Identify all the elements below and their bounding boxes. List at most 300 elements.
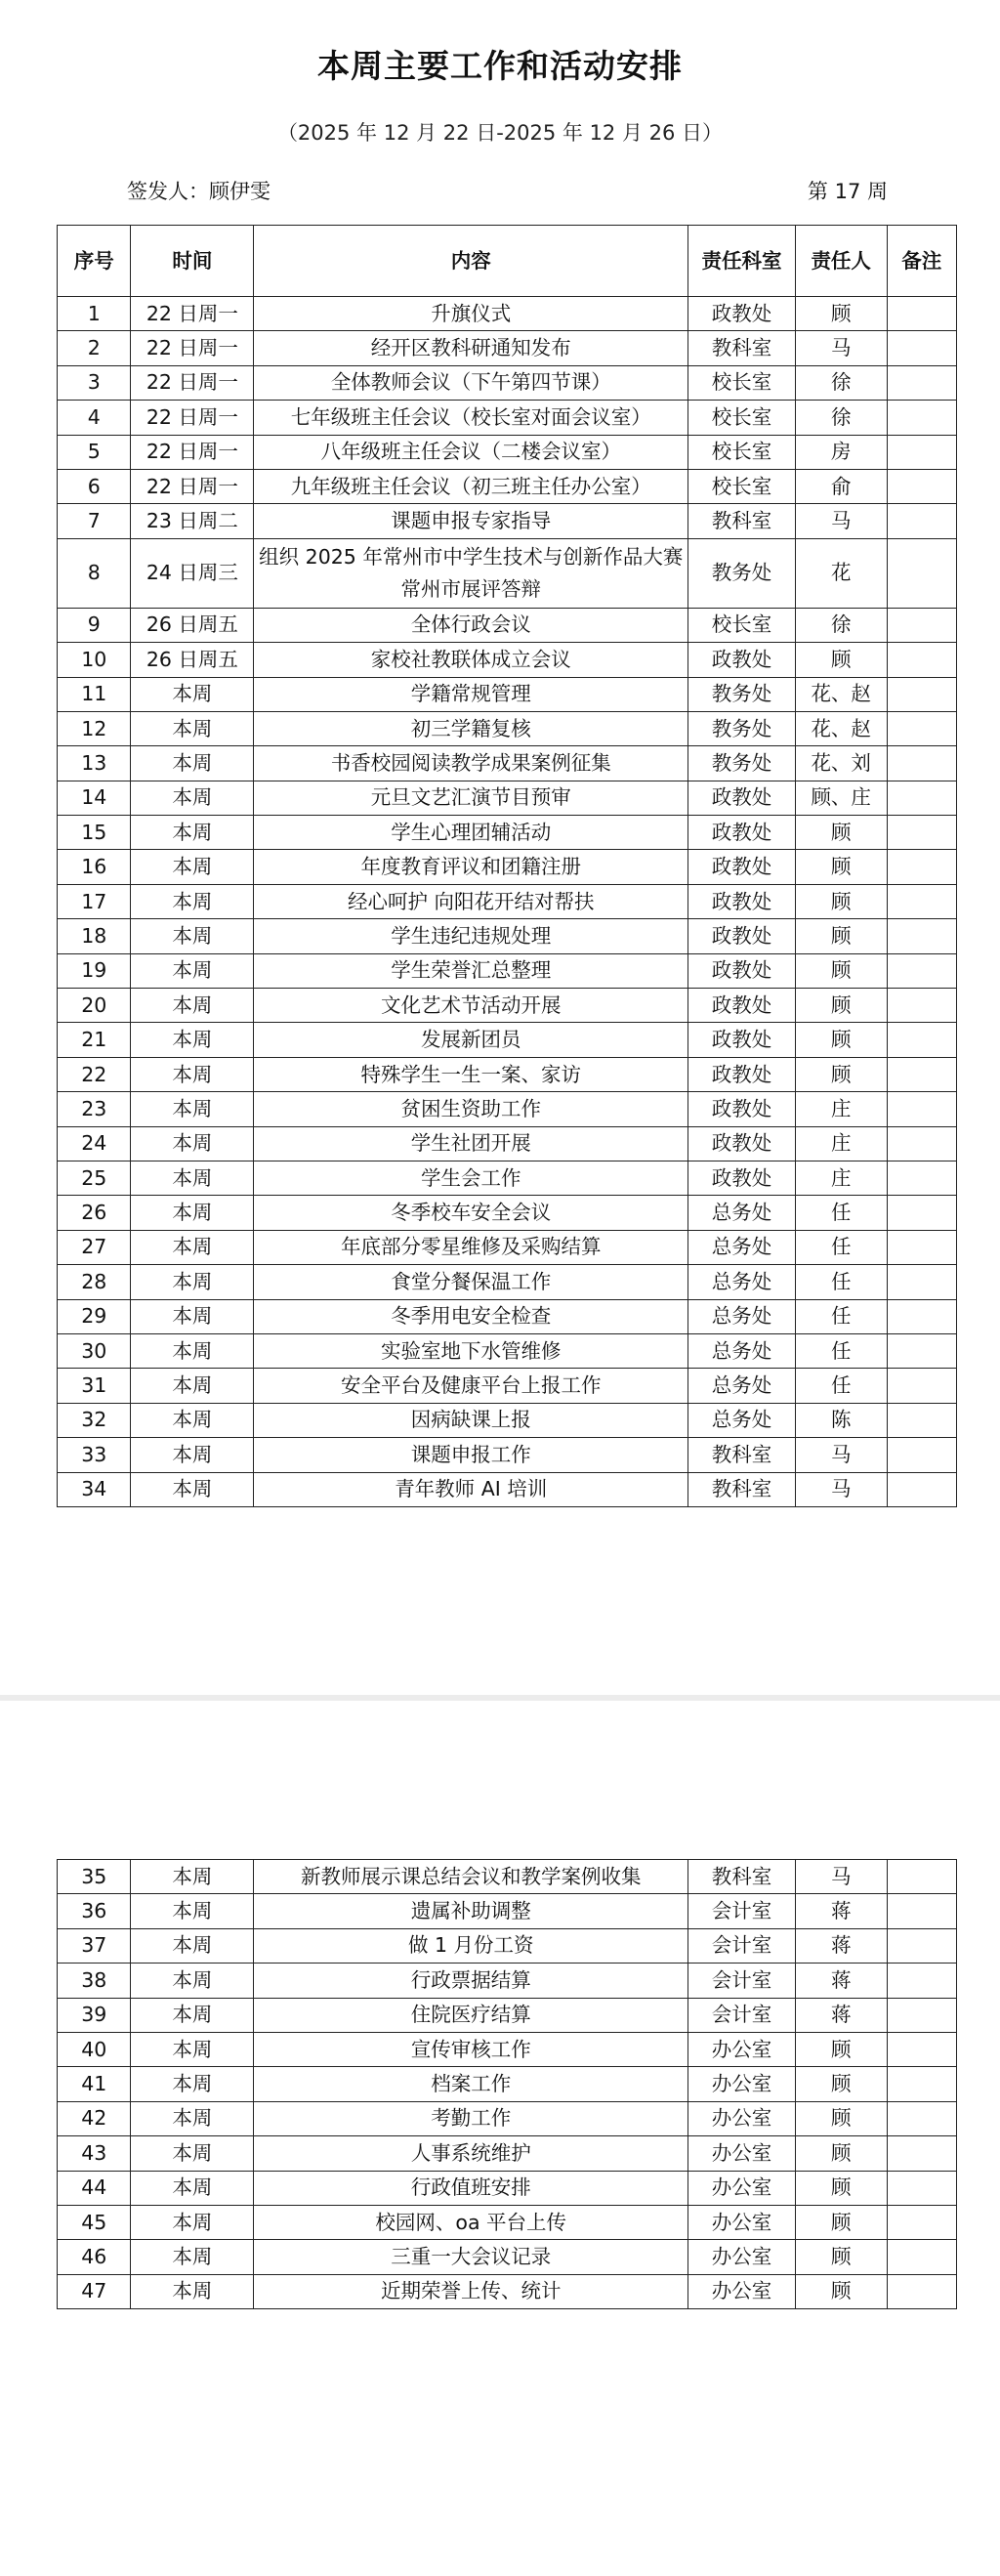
cell-index: 26 [58, 1196, 131, 1230]
cell-time: 本周 [131, 2274, 254, 2308]
cell-person: 蒋 [795, 1998, 887, 2032]
cell-time: 本周 [131, 953, 254, 988]
cell-department: 教科室 [688, 1860, 796, 1894]
cell-content: 学生社团开展 [254, 1126, 688, 1161]
table-row [58, 2032, 957, 2066]
cell-department: 校长室 [688, 435, 796, 469]
cell-content: 宣传审核工作 [254, 2032, 688, 2066]
table-row [58, 469, 957, 503]
cell-person: 马 [795, 1860, 887, 1894]
cell-notes [887, 816, 957, 850]
cell-department: 政教处 [688, 953, 796, 988]
cell-index: 35 [58, 1860, 131, 1894]
header-time: 时间 [131, 226, 254, 297]
table-row [58, 331, 957, 365]
cell-content: 安全平台及健康平台上报工作 [254, 1369, 688, 1403]
cell-person: 马 [795, 1472, 887, 1506]
table-row [58, 850, 957, 884]
cell-time: 本周 [131, 1333, 254, 1368]
cell-person: 庄 [795, 1092, 887, 1126]
cell-index: 32 [58, 1403, 131, 1437]
cell-person: 顾 [795, 2240, 887, 2274]
cell-time: 本周 [131, 746, 254, 781]
cell-department: 会计室 [688, 1964, 796, 1998]
cell-index: 34 [58, 1472, 131, 1506]
cell-time: 本周 [131, 677, 254, 711]
cell-time: 本周 [131, 1369, 254, 1403]
cell-time: 本周 [131, 1023, 254, 1057]
cell-notes [887, 1299, 957, 1333]
cell-department: 办公室 [688, 2205, 796, 2239]
cell-person: 马 [795, 504, 887, 538]
cell-notes [887, 504, 957, 538]
table-row [58, 1403, 957, 1437]
cell-department: 教务处 [688, 538, 796, 608]
cell-time: 本周 [131, 2067, 254, 2101]
cell-department: 教科室 [688, 331, 796, 365]
cell-time: 本周 [131, 1928, 254, 1963]
cell-index: 47 [58, 2274, 131, 2308]
cell-notes [887, 1230, 957, 1264]
cell-notes [887, 746, 957, 781]
cell-person: 蒋 [795, 1894, 887, 1928]
cell-notes [887, 989, 957, 1023]
cell-time: 本周 [131, 1092, 254, 1126]
table-row [58, 2067, 957, 2101]
cell-person: 徐 [795, 608, 887, 642]
cell-notes [887, 297, 957, 331]
cell-time: 本周 [131, 1196, 254, 1230]
cell-department: 办公室 [688, 2171, 796, 2205]
cell-content: 课题申报专家指导 [254, 504, 688, 538]
cell-content: 发展新团员 [254, 1023, 688, 1057]
table-row [58, 1964, 957, 1998]
cell-content: 年度教育评议和团籍注册 [254, 850, 688, 884]
cell-time: 本周 [131, 1998, 254, 2032]
cell-department: 总务处 [688, 1265, 796, 1299]
cell-notes [887, 2032, 957, 2066]
cell-content: 考勤工作 [254, 2101, 688, 2135]
table-row [58, 401, 957, 435]
issuer: 签发人：顾伊雯 [127, 180, 271, 203]
cell-index: 16 [58, 850, 131, 884]
cell-notes [887, 643, 957, 677]
cell-person: 顾 [795, 2101, 887, 2135]
table-row [58, 1299, 957, 1333]
cell-notes [887, 2205, 957, 2239]
cell-department: 政教处 [688, 1057, 796, 1091]
cell-content: 课题申报工作 [254, 1438, 688, 1472]
cell-notes [887, 781, 957, 815]
cell-index: 5 [58, 435, 131, 469]
cell-notes [887, 1928, 957, 1963]
cell-person: 马 [795, 1438, 887, 1472]
cell-time: 本周 [131, 711, 254, 745]
cell-time: 本周 [131, 1403, 254, 1437]
schedule-table-continued [57, 1859, 957, 2309]
cell-index: 27 [58, 1230, 131, 1264]
cell-time: 本周 [131, 2032, 254, 2066]
cell-department: 办公室 [688, 2136, 796, 2171]
cell-department: 政教处 [688, 884, 796, 918]
cell-notes [887, 435, 957, 469]
table-row [58, 1265, 957, 1299]
cell-content: 行政票据结算 [254, 1964, 688, 1998]
cell-department: 教务处 [688, 711, 796, 745]
cell-time: 26 日周五 [131, 643, 254, 677]
cell-content: 冬季用电安全检查 [254, 1299, 688, 1333]
cell-index: 1 [58, 297, 131, 331]
cell-content: 档案工作 [254, 2067, 688, 2101]
cell-time: 23 日周二 [131, 504, 254, 538]
cell-person: 徐 [795, 401, 887, 435]
table-row [58, 435, 957, 469]
cell-notes [887, 1894, 957, 1928]
cell-notes [887, 538, 957, 608]
cell-notes [887, 2067, 957, 2101]
cell-department: 政教处 [688, 850, 796, 884]
cell-department: 政教处 [688, 1126, 796, 1161]
cell-content: 新教师展示课总结会议和教学案例收集 [254, 1860, 688, 1894]
cell-index: 36 [58, 1894, 131, 1928]
table-row [58, 1472, 957, 1506]
cell-time: 24 日周三 [131, 538, 254, 608]
cell-time: 本周 [131, 2136, 254, 2171]
cell-notes [887, 1126, 957, 1161]
table-row [58, 1333, 957, 1368]
cell-department: 会计室 [688, 1998, 796, 2032]
cell-notes [887, 1023, 957, 1057]
cell-time: 本周 [131, 850, 254, 884]
table-row [58, 643, 957, 677]
cell-department: 办公室 [688, 2032, 796, 2066]
cell-content: 家校社教联体成立会议 [254, 643, 688, 677]
cell-notes [887, 919, 957, 953]
table-row [58, 953, 957, 988]
cell-content: 住院医疗结算 [254, 1998, 688, 2032]
cell-notes [887, 1964, 957, 1998]
cell-time: 22 日周一 [131, 401, 254, 435]
cell-content: 经心呵护 向阳花开结对帮扶 [254, 884, 688, 918]
cell-notes [887, 1369, 957, 1403]
cell-content: 书香校园阅读教学成果案例征集 [254, 746, 688, 781]
cell-time: 本周 [131, 989, 254, 1023]
schedule-table [57, 225, 957, 1507]
cell-department: 教科室 [688, 1438, 796, 1472]
cell-person: 花、刘 [795, 746, 887, 781]
cell-content: 青年教师 AI 培训 [254, 1472, 688, 1506]
table-row [58, 1161, 957, 1195]
cell-notes [887, 1333, 957, 1368]
cell-notes [887, 850, 957, 884]
table-row [58, 2274, 957, 2308]
cell-content: 因病缺课上报 [254, 1403, 688, 1437]
cell-person: 花、赵 [795, 711, 887, 745]
cell-notes [887, 1403, 957, 1437]
cell-content: 人事系统维护 [254, 2136, 688, 2171]
cell-index: 4 [58, 401, 131, 435]
cell-notes [887, 1860, 957, 1894]
cell-content: 遗属补助调整 [254, 1894, 688, 1928]
cell-time: 本周 [131, 1161, 254, 1195]
cell-time: 本周 [131, 1894, 254, 1928]
table-row [58, 1057, 957, 1091]
cell-notes [887, 2136, 957, 2171]
cell-person: 徐 [795, 365, 887, 400]
cell-person: 顾 [795, 643, 887, 677]
cell-person: 顾 [795, 2171, 887, 2205]
cell-index: 18 [58, 919, 131, 953]
cell-content: 文化艺术节活动开展 [254, 989, 688, 1023]
cell-index: 12 [58, 711, 131, 745]
cell-department: 教务处 [688, 677, 796, 711]
cell-content: 经开区教科研通知发布 [254, 331, 688, 365]
header-content: 内容 [254, 226, 688, 297]
cell-time: 22 日周一 [131, 435, 254, 469]
cell-person: 俞 [795, 469, 887, 503]
cell-index: 29 [58, 1299, 131, 1333]
cell-person: 顾 [795, 1057, 887, 1091]
table-row [58, 297, 957, 331]
cell-person: 蒋 [795, 1928, 887, 1963]
cell-notes [887, 711, 957, 745]
cell-content: 学籍常规管理 [254, 677, 688, 711]
cell-person: 顾 [795, 953, 887, 988]
cell-person: 顾 [795, 884, 887, 918]
cell-index: 17 [58, 884, 131, 918]
cell-person: 任 [795, 1265, 887, 1299]
cell-department: 政教处 [688, 1023, 796, 1057]
cell-notes [887, 1265, 957, 1299]
week-number: 第 17 周 [807, 180, 888, 203]
cell-person: 顾、庄 [795, 781, 887, 815]
cell-notes [887, 1998, 957, 2032]
cell-time: 本周 [131, 1126, 254, 1161]
cell-time: 本周 [131, 919, 254, 953]
cell-time: 22 日周一 [131, 469, 254, 503]
cell-department: 校长室 [688, 365, 796, 400]
cell-index: 45 [58, 2205, 131, 2239]
cell-content: 全体教师会议（下午第四节课） [254, 365, 688, 400]
cell-person: 顾 [795, 2067, 887, 2101]
cell-notes [887, 469, 957, 503]
table-row [58, 1196, 957, 1230]
cell-department: 总务处 [688, 1299, 796, 1333]
table-row [58, 919, 957, 953]
table-row [58, 608, 957, 642]
cell-content: 元旦文艺汇演节目预审 [254, 781, 688, 815]
table-row [58, 1126, 957, 1161]
cell-index: 10 [58, 643, 131, 677]
cell-notes [887, 2101, 957, 2135]
cell-department: 政教处 [688, 297, 796, 331]
cell-index: 28 [58, 1265, 131, 1299]
cell-index: 2 [58, 331, 131, 365]
cell-content: 学生荣誉汇总整理 [254, 953, 688, 988]
cell-notes [887, 1472, 957, 1506]
cell-notes [887, 1092, 957, 1126]
table-row [58, 1998, 957, 2032]
table-row [58, 711, 957, 745]
cell-notes [887, 2274, 957, 2308]
cell-content: 三重一大会议记录 [254, 2240, 688, 2274]
header-index: 序号 [58, 226, 131, 297]
cell-time: 本周 [131, 2101, 254, 2135]
cell-person: 顾 [795, 2274, 887, 2308]
cell-department: 办公室 [688, 2240, 796, 2274]
cell-time: 本周 [131, 1472, 254, 1506]
table-row [58, 1023, 957, 1057]
cell-person: 庄 [795, 1161, 887, 1195]
cell-time: 本周 [131, 1057, 254, 1091]
cell-department: 总务处 [688, 1369, 796, 1403]
cell-content: 近期荣誉上传、统计 [254, 2274, 688, 2308]
cell-person: 陈 [795, 1403, 887, 1437]
cell-notes [887, 677, 957, 711]
cell-content: 食堂分餐保温工作 [254, 1265, 688, 1299]
cell-person: 庄 [795, 1126, 887, 1161]
cell-department: 办公室 [688, 2067, 796, 2101]
cell-time: 本周 [131, 2205, 254, 2239]
cell-person: 任 [795, 1333, 887, 1368]
cell-index: 13 [58, 746, 131, 781]
cell-notes [887, 2240, 957, 2274]
table-header-row [58, 226, 957, 297]
cell-department: 总务处 [688, 1230, 796, 1264]
cell-index: 20 [58, 989, 131, 1023]
cell-person: 蒋 [795, 1964, 887, 1998]
cell-person: 顾 [795, 989, 887, 1023]
cell-department: 政教处 [688, 1161, 796, 1195]
cell-content: 九年级班主任会议（初三班主任办公室） [254, 469, 688, 503]
cell-time: 22 日周一 [131, 365, 254, 400]
table-row [58, 1092, 957, 1126]
cell-person: 顾 [795, 297, 887, 331]
cell-content: 八年级班主任会议（二楼会议室） [254, 435, 688, 469]
cell-department: 政教处 [688, 816, 796, 850]
cell-person: 任 [795, 1299, 887, 1333]
cell-department: 办公室 [688, 2101, 796, 2135]
cell-person: 顾 [795, 919, 887, 953]
cell-notes [887, 953, 957, 988]
cell-person: 顾 [795, 2032, 887, 2066]
cell-notes [887, 365, 957, 400]
cell-notes [887, 331, 957, 365]
cell-content: 冬季校车安全会议 [254, 1196, 688, 1230]
cell-index: 41 [58, 2067, 131, 2101]
table-row [58, 746, 957, 781]
table-row [58, 677, 957, 711]
table-row [58, 365, 957, 400]
cell-content: 特殊学生一生一案、家访 [254, 1057, 688, 1091]
cell-content: 学生会工作 [254, 1161, 688, 1195]
table-row [58, 781, 957, 815]
cell-content: 全体行政会议 [254, 608, 688, 642]
table-row [58, 504, 957, 538]
cell-time: 本周 [131, 1299, 254, 1333]
cell-department: 总务处 [688, 1333, 796, 1368]
cell-department: 政教处 [688, 1092, 796, 1126]
cell-person: 顾 [795, 850, 887, 884]
cell-department: 会计室 [688, 1894, 796, 1928]
cell-index: 24 [58, 1126, 131, 1161]
cell-notes [887, 1196, 957, 1230]
cell-index: 25 [58, 1161, 131, 1195]
table-row [58, 816, 957, 850]
cell-person: 马 [795, 331, 887, 365]
header-department: 责任科室 [688, 226, 796, 297]
cell-content: 学生心理团辅活动 [254, 816, 688, 850]
cell-content: 实验室地下水管维修 [254, 1333, 688, 1368]
cell-department: 校长室 [688, 469, 796, 503]
cell-index: 30 [58, 1333, 131, 1368]
cell-department: 会计室 [688, 1928, 796, 1963]
cell-time: 本周 [131, 1230, 254, 1264]
table-row [58, 1894, 957, 1928]
cell-person: 任 [795, 1230, 887, 1264]
cell-person: 顾 [795, 2205, 887, 2239]
table-row [58, 2171, 957, 2205]
cell-content: 学生违纪违规处理 [254, 919, 688, 953]
cell-content: 校园网、oa 平台上传 [254, 2205, 688, 2239]
page-2 [0, 1701, 1000, 2576]
cell-department: 政教处 [688, 919, 796, 953]
cell-index: 23 [58, 1092, 131, 1126]
cell-time: 本周 [131, 816, 254, 850]
cell-department: 校长室 [688, 608, 796, 642]
cell-index: 22 [58, 1057, 131, 1091]
header-person: 责任人 [795, 226, 887, 297]
cell-content: 组织 2025 年常州市中学生技术与创新作品大赛常州市展评答辩 [254, 538, 688, 608]
cell-person: 任 [795, 1196, 887, 1230]
table-row [58, 538, 957, 608]
cell-notes [887, 401, 957, 435]
table-row [58, 1438, 957, 1472]
cell-notes [887, 2171, 957, 2205]
cell-index: 6 [58, 469, 131, 503]
cell-index: 40 [58, 2032, 131, 2066]
cell-time: 本周 [131, 884, 254, 918]
cell-department: 校长室 [688, 401, 796, 435]
cell-time: 本周 [131, 2240, 254, 2274]
cell-person: 任 [795, 1369, 887, 1403]
cell-content: 年底部分零星维修及采购结算 [254, 1230, 688, 1264]
cell-department: 总务处 [688, 1196, 796, 1230]
cell-index: 39 [58, 1998, 131, 2032]
cell-content: 初三学籍复核 [254, 711, 688, 745]
cell-content: 行政值班安排 [254, 2171, 688, 2205]
cell-index: 21 [58, 1023, 131, 1057]
cell-time: 本周 [131, 1265, 254, 1299]
table-row [58, 1230, 957, 1264]
table-row [58, 1928, 957, 1963]
cell-notes [887, 1161, 957, 1195]
table-row [58, 1860, 957, 1894]
cell-department: 教科室 [688, 1472, 796, 1506]
cell-person: 顾 [795, 1023, 887, 1057]
cell-person: 花 [795, 538, 887, 608]
cell-notes [887, 884, 957, 918]
cell-index: 7 [58, 504, 131, 538]
cell-notes [887, 1438, 957, 1472]
table-row [58, 2205, 957, 2239]
cell-time: 本周 [131, 1964, 254, 1998]
cell-time: 22 日周一 [131, 331, 254, 365]
cell-index: 33 [58, 1438, 131, 1472]
cell-time: 本周 [131, 2171, 254, 2205]
cell-content: 升旗仪式 [254, 297, 688, 331]
cell-person: 房 [795, 435, 887, 469]
